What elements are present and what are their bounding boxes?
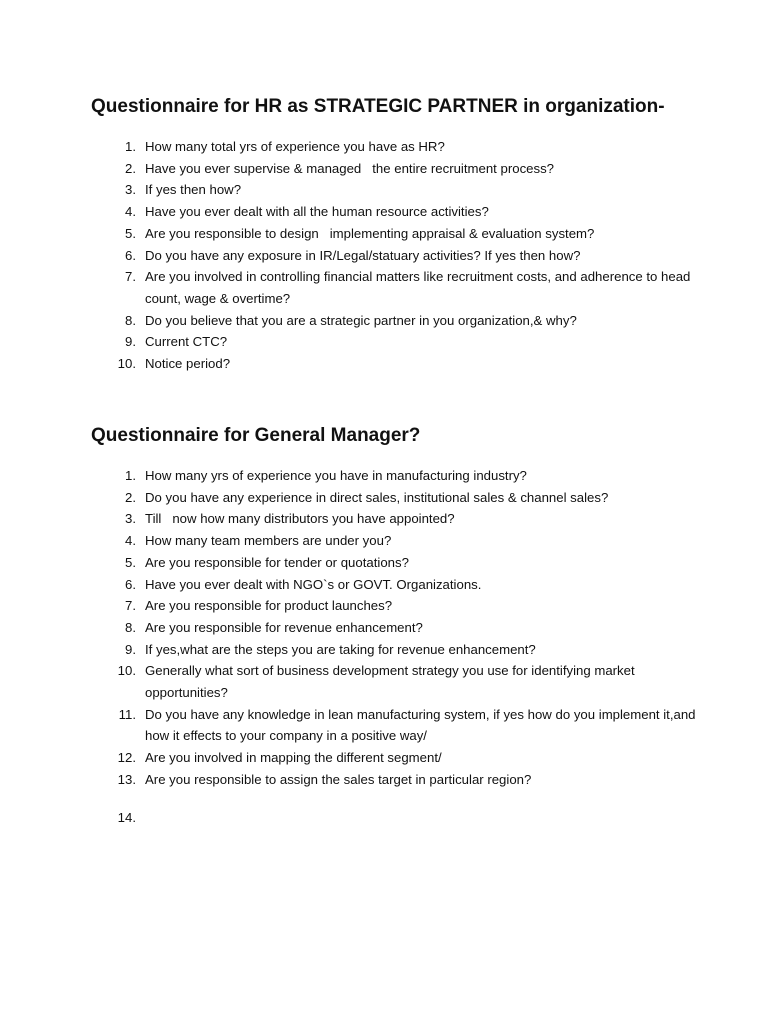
question-number: 9.: [125, 641, 136, 657]
question-number: 3.: [125, 182, 136, 198]
question-number: 4.: [125, 533, 136, 549]
question-text: Are you responsible for tender or quotations?: [145, 554, 409, 570]
list-item: [111, 353, 721, 375]
question-text: Till now how many distributors you have appointed?: [145, 511, 455, 527]
question-text: Current CTC?: [145, 334, 228, 350]
question-text: Have you ever dealt with NGO`s or GOVT. Organizations.: [145, 576, 482, 592]
question-number: 1.: [125, 139, 136, 154]
list-item: [111, 201, 721, 223]
question-number: 11.: [118, 706, 136, 722]
list-item: [111, 223, 721, 245]
question-number: 2.: [125, 489, 136, 505]
section-title-hr: Questionnaire for HR as STRATEGIC PARTNER in organization-: [91, 96, 665, 117]
list-item: [111, 552, 721, 574]
question-text: Do you have any experience in direct sales, institutional sales & channel sales?: [145, 489, 609, 505]
question-text: If yes,what are the steps you are taking for revenue enhancement?: [145, 641, 536, 657]
list-item: [111, 487, 721, 509]
question-text: Do you have any knowledge in lean manufacturing system, if yes how do you implement it,and how it effects to your company in a positive way/: [145, 706, 700, 744]
question-number: 6.: [125, 247, 136, 263]
question-number: 9.: [125, 334, 136, 350]
list-item: [111, 136, 721, 158]
question-text: Do you believe that you are a strategic partner in you organization,& why?: [145, 312, 577, 328]
question-text: How many team members are under you?: [145, 533, 392, 549]
question-text: Are you responsible to design implementing appraisal & evaluation system?: [145, 225, 595, 241]
section-title-gm: Questionnaire for General Manager?: [91, 425, 421, 446]
question-number: 2.: [125, 160, 136, 176]
list-item: [111, 530, 721, 552]
question-number: 10.: [117, 663, 136, 679]
question-number: 7.: [125, 269, 136, 285]
list-item: [111, 158, 721, 180]
question-text: How many total yrs of experience you have as HR?: [145, 139, 445, 154]
list-item: [111, 574, 721, 596]
question-text: Are you involved in mapping the different segment/: [145, 750, 442, 766]
list-item: [111, 769, 721, 791]
question-number: 8.: [125, 619, 136, 635]
list-item: [111, 807, 721, 829]
question-text: Have you ever supervise & managed the entire recruitment process?: [145, 160, 555, 176]
list-item: [111, 704, 721, 747]
question-number: 8.: [125, 312, 136, 328]
question-text: Are you responsible for revenue enhancement?: [145, 619, 423, 635]
list-item: [111, 465, 721, 487]
question-number: 12.: [117, 750, 136, 766]
question-text: Are you responsible to assign the sales target in particular region?: [145, 771, 532, 787]
list-item: [111, 245, 721, 267]
list-item: [111, 331, 721, 353]
list-item: [111, 508, 721, 530]
hr-questionnaire-section: [91, 95, 731, 375]
question-text: Do you have any exposure in IR/Legal/statuary activities? If yes then how?: [145, 247, 581, 263]
question-text: Notice period?: [145, 356, 231, 372]
question-text: Have you ever dealt with all the human resource activities?: [145, 204, 489, 220]
list-item: [111, 747, 721, 769]
question-text: [145, 807, 721, 829]
question-number: 6.: [125, 576, 136, 592]
question-number: 10.: [117, 356, 136, 372]
gm-questionnaire-section: [91, 424, 731, 828]
question-text: If yes then how?: [145, 182, 242, 198]
question-text: Are you responsible for product launches?: [145, 598, 393, 614]
question-number: 7.: [125, 598, 136, 614]
hr-question-list: [111, 136, 721, 375]
list-item: [111, 617, 721, 639]
question-number: 14.: [117, 809, 136, 825]
list-item: [111, 266, 721, 309]
list-item: [111, 660, 721, 703]
question-number: 3.: [125, 511, 136, 527]
question-number: 1.: [125, 468, 136, 483]
question-number: 5.: [125, 225, 136, 241]
gm-question-list: [111, 465, 721, 828]
list-item: [111, 595, 721, 617]
question-text: Are you involved in controlling financial matters like recruitment costs, and adherence to head count, wage & overtime?: [145, 269, 695, 306]
question-text: Generally what sort of business development strategy you use for identifying market opportunities?: [145, 663, 639, 701]
question-number: 4.: [125, 204, 136, 220]
list-item: [111, 310, 721, 332]
question-number: 5.: [125, 554, 136, 570]
question-number: 13.: [117, 771, 136, 787]
list-item: [111, 639, 721, 661]
question-text: How many yrs of experience you have in manufacturing industry?: [145, 468, 527, 483]
list-item: [111, 179, 721, 201]
